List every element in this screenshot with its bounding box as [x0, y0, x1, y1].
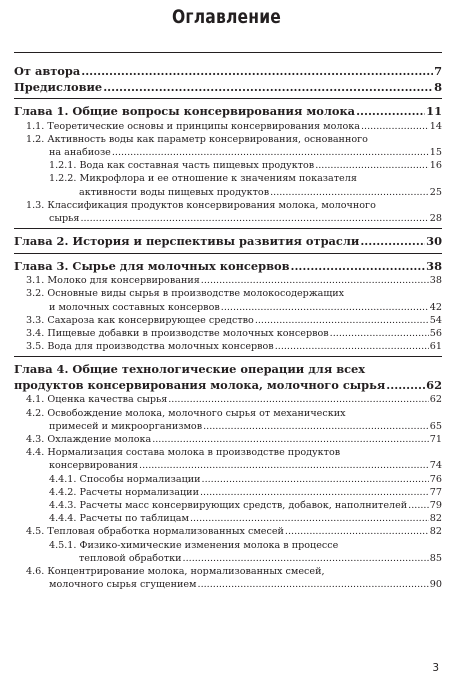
toc-entry-text: 4.1. Оценка качества сырья — [26, 394, 168, 406]
toc-chapter-entry — [14, 104, 442, 120]
toc-entry-text: От автора — [14, 64, 81, 78]
toc-subsection-entry — [49, 499, 442, 512]
toc-page-number: 15 — [429, 146, 442, 158]
dot-leader — [356, 104, 425, 120]
toc-chapter-entry — [14, 80, 442, 96]
dot-leader — [198, 578, 429, 591]
toc-chapter-entry — [14, 234, 442, 250]
toc-entry-text: на анабиозе — [49, 146, 111, 158]
toc-page-number: 7 — [434, 64, 442, 78]
toc-entry-text: 3.1. Молоко для консервирования — [26, 275, 200, 287]
toc-entry-row — [26, 327, 442, 340]
toc-entry-text: Предисловие — [14, 79, 103, 94]
toc-entry-row — [49, 159, 442, 172]
section-divider — [14, 253, 442, 254]
toc-entry-row — [14, 64, 442, 80]
dot-leader — [221, 301, 429, 314]
toc-entry-text: 4.5.1. Физико-химические изменения молока в процессе — [49, 539, 339, 551]
toc-entry-row — [14, 378, 442, 394]
toc-entry-text: и молочных составных консервов — [49, 301, 220, 313]
toc-entry-text: 3.3. Сахароза как консервирующее средство — [26, 314, 254, 326]
toc-entry-text: 4.4. Нормализация состава молока в производстве продуктов — [26, 447, 341, 459]
toc-page-number: 11 — [426, 104, 442, 118]
toc-page-number: 25 — [429, 186, 442, 198]
toc-chapter-entry — [14, 362, 442, 393]
toc-page-number: 16 — [429, 160, 442, 172]
toc-entry-row — [26, 459, 442, 472]
toc-page-number: 77 — [429, 486, 442, 498]
toc-subsection-entry — [49, 512, 442, 525]
toc-entry-row — [26, 340, 442, 353]
dot-leader — [168, 393, 429, 406]
toc-entry-row — [26, 525, 442, 538]
toc-section-entry — [26, 525, 442, 538]
toc-entry-text: 4.4.3. Расчеты масс консервирующих средств, добавок, наполнителей — [49, 499, 408, 511]
toc-page-number: 62 — [429, 394, 442, 406]
toc-entry-row — [14, 104, 442, 120]
toc-entry-text: 4.5. Тепловая обработка нормализованных смесей — [26, 526, 284, 538]
toc-section-entry — [26, 314, 442, 327]
toc-page-number: 76 — [429, 473, 442, 485]
toc-entry-text: тепловой обработки — [79, 552, 182, 564]
dot-leader — [201, 274, 429, 287]
toc-page-number: 30 — [426, 234, 442, 249]
toc-page-number: 79 — [429, 499, 442, 511]
dot-leader — [80, 212, 428, 225]
toc-entry-row — [26, 420, 442, 433]
dot-leader — [152, 433, 429, 446]
toc-page-number: 85 — [429, 552, 442, 564]
dot-leader — [255, 314, 429, 327]
toc-entry-text: 4.3. Охлаждение молока — [26, 433, 152, 445]
toc-chapter-entry — [14, 259, 442, 275]
toc-chapter-entry — [14, 64, 442, 80]
dot-leader — [112, 146, 429, 159]
toc-entry-row — [26, 578, 442, 591]
toc-entry-text: активности воды пищевых продуктов — [79, 186, 270, 198]
toc-section-entry — [26, 274, 442, 287]
table-of-contents — [14, 64, 442, 591]
toc-section-entry — [26, 407, 442, 433]
section-divider — [14, 356, 442, 357]
dot-leader — [270, 186, 429, 199]
page-title: Оглавление — [171, 6, 282, 28]
toc-subsection-entry — [49, 473, 442, 486]
page-number: 3 — [432, 662, 439, 674]
toc-page-number: 82 — [429, 526, 442, 538]
dot-leader — [190, 512, 429, 525]
dot-leader — [330, 327, 429, 340]
toc-page-number: 90 — [429, 579, 442, 591]
toc-entry-text: 1.2.2. Микрофлора и ее отношение к значениям показателя — [49, 173, 357, 185]
toc-entry-text: 3.5. Вода для производства молочных консервов — [26, 341, 274, 353]
toc-entry-row — [14, 259, 442, 275]
toc-section-entry — [26, 199, 442, 225]
toc-page-number: 82 — [429, 513, 442, 525]
toc-entry-text: 3.2. Основные виды сырья в производстве молокосодержащих — [26, 288, 345, 300]
toc-page-number: 38 — [429, 275, 442, 287]
toc-entry-text: консервирования — [49, 460, 139, 472]
toc-entry-text: Глава 1. Общие вопросы консервирования молока — [14, 104, 356, 118]
section-divider — [14, 98, 442, 99]
toc-page-number: 56 — [429, 327, 442, 339]
toc-page-number: 42 — [429, 301, 442, 313]
section-divider — [14, 228, 442, 229]
toc-entry-row — [49, 186, 442, 199]
dot-leader — [200, 486, 429, 499]
dot-leader — [386, 378, 425, 394]
toc-subsection-entry — [49, 172, 442, 198]
toc-entry-row — [49, 473, 442, 486]
toc-entry-text: 1.1. Теоретические основы и принципы консервирования молока — [26, 120, 360, 132]
dot-leader — [360, 234, 425, 250]
dot-leader — [361, 120, 429, 133]
toc-page-number: 28 — [429, 212, 442, 224]
dot-leader — [139, 459, 429, 472]
toc-entry-text: Глава 2. История и перспективы развития отрасли — [14, 234, 360, 249]
toc-entry-text: 1.2. Активность воды как параметр консервирования, основанного — [26, 133, 368, 145]
toc-entry-row — [14, 80, 442, 96]
dot-leader — [285, 525, 429, 538]
toc-entry-row — [49, 499, 442, 512]
dot-leader — [315, 159, 429, 172]
toc-subsection-entry — [49, 486, 442, 499]
toc-entry-text: 4.2. Освобождение молока, молочного сырья от механических — [26, 407, 346, 419]
toc-entry-row — [14, 234, 442, 250]
toc-page-number: 54 — [429, 314, 442, 326]
top-divider — [14, 52, 442, 53]
toc-section-entry — [26, 327, 442, 340]
toc-page-number: 38 — [426, 258, 442, 273]
toc-entry-row — [26, 433, 442, 446]
toc-entry-text: 4.4.4. Расчеты по таблицам — [49, 513, 189, 525]
toc-subsection-entry — [49, 539, 442, 565]
toc-entry-row — [26, 274, 442, 287]
toc-page-number: 8 — [434, 79, 442, 94]
toc-page-number: 71 — [429, 433, 442, 445]
dot-leader — [202, 473, 429, 486]
toc-section-entry — [26, 133, 442, 159]
toc-entry-row — [26, 314, 442, 327]
toc-entry-text: 4.4.2. Расчеты нормализации — [49, 486, 199, 498]
toc-entry-text: Глава 3. Сырье для молочных консервов — [14, 258, 290, 273]
dot-leader — [291, 259, 426, 275]
toc-entry-text: сырья — [49, 212, 80, 224]
toc-entry-text: Глава 4. Общие технологические операции для всех — [14, 362, 366, 377]
toc-section-entry — [26, 340, 442, 353]
toc-section-entry — [26, 433, 442, 446]
dot-leader — [275, 340, 429, 353]
toc-page-number: 14 — [429, 120, 442, 132]
toc-section-entry — [26, 565, 442, 591]
toc-section-entry — [26, 120, 442, 133]
toc-section-entry — [26, 287, 442, 313]
toc-section-entry — [26, 446, 442, 472]
toc-entry-text: 3.4. Пищевые добавки в производстве молочных консервов — [26, 327, 329, 339]
toc-entry-text: продуктов консервирования молока, молочного сырья — [14, 377, 386, 392]
toc-entry-text: примесей и микроорганизмов — [49, 420, 203, 432]
dot-leader — [408, 499, 429, 512]
toc-entry-row — [26, 393, 442, 406]
toc-page-number: 65 — [429, 420, 442, 432]
toc-entry-row — [49, 486, 442, 499]
toc-entry-row — [26, 120, 442, 133]
dot-leader — [81, 64, 433, 80]
toc-entry-row — [49, 552, 442, 565]
toc-page-number: 62 — [426, 377, 442, 392]
toc-entry-row — [49, 512, 442, 525]
toc-entry-text: 4.6. Концентрирование молока, нормализованных смесей, — [26, 565, 325, 577]
toc-entry-row — [26, 301, 442, 314]
toc-entry-text: 1.3. Классификация продуктов консервирования молока, молочного — [26, 199, 376, 211]
toc-entry-row — [26, 212, 442, 225]
dot-leader — [103, 80, 433, 96]
toc-entry-text: 4.4.1. Способы нормализации — [49, 473, 201, 485]
toc-page-number: 74 — [429, 460, 442, 472]
toc-section-entry — [26, 393, 442, 406]
toc-entry-row — [26, 146, 442, 159]
toc-subsection-entry — [49, 159, 442, 172]
toc-entry-text: 1.2.1. Вода как составная часть пищевых продуктов — [49, 160, 315, 172]
dot-leader — [183, 552, 429, 565]
dot-leader — [203, 420, 429, 433]
toc-entry-text: молочного сырья сгущением — [49, 579, 197, 591]
toc-page-number: 61 — [429, 341, 442, 353]
